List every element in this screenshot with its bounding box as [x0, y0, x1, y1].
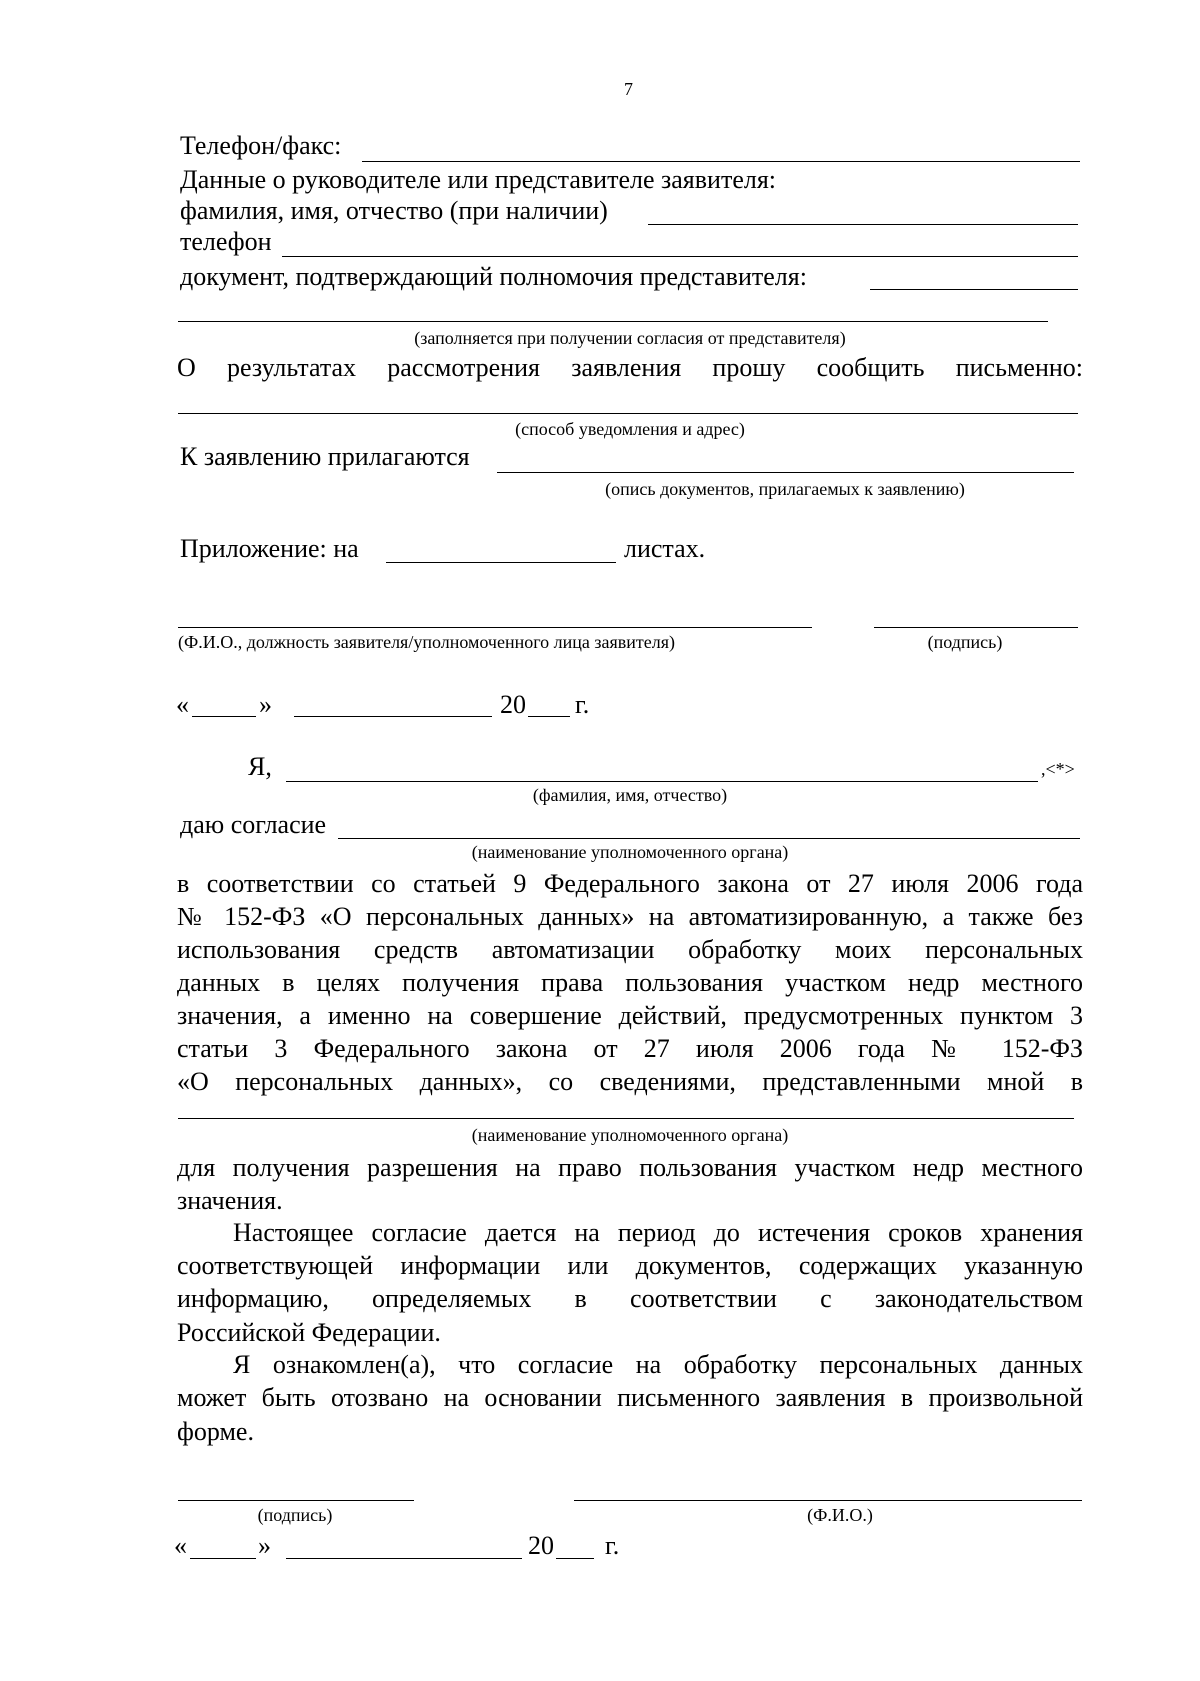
- date1-day-field[interactable]: [192, 716, 256, 717]
- consent-caption: (наименование уполномоченного органа): [471, 842, 789, 862]
- rep-doc-field[interactable]: [870, 289, 1078, 290]
- head-fio-label: фамилия, имя, отчество (при наличии): [180, 196, 608, 225]
- head-phone-field[interactable]: [282, 256, 1078, 257]
- phone-fax-field[interactable]: [362, 161, 1080, 162]
- period-line-1: Настоящее согласие дается на период до истечения сроков хранения: [233, 1218, 1083, 1247]
- sign2-fio-field[interactable]: [574, 1500, 1082, 1501]
- notify-caption: (способ уведомления и адрес): [515, 419, 745, 439]
- revoke-line-3: форме.: [177, 1417, 254, 1446]
- consent-label: даю согласие: [180, 810, 327, 839]
- head-data-label: Данные о руководителе или представителе заявителя:: [180, 165, 777, 194]
- date1-year-field[interactable]: [528, 716, 570, 717]
- attached-caption: (опись документов, прилагаемых к заявлению): [605, 479, 965, 499]
- date2-day-field[interactable]: [190, 1558, 256, 1559]
- consent-line-7: «О персональных данных», со сведениями, представленными мной в: [177, 1067, 1083, 1096]
- phone-fax-label: Телефон/факс:: [180, 131, 342, 160]
- sign1-sign-field[interactable]: [874, 627, 1078, 628]
- date1-month-field[interactable]: [294, 716, 492, 717]
- consent-line-3: использования средств автоматизации обработку моих персональных: [177, 935, 1083, 964]
- consent-line-4: данных в целях получения права пользования участком недр местного: [177, 968, 1083, 997]
- revoke-line-1: Я ознакомлен(а), что согласие на обработку персональных данных: [233, 1350, 1083, 1379]
- head-fio-field[interactable]: [648, 224, 1078, 225]
- organ-field-2[interactable]: [178, 1118, 1074, 1119]
- attached-label: К заявлению прилагаются: [180, 442, 470, 471]
- head-phone-label: телефон: [180, 227, 272, 256]
- rep-doc-field-line2[interactable]: [178, 321, 1048, 322]
- period-line-4: Российской Федерации.: [177, 1318, 441, 1347]
- appendix-suffix: листах.: [624, 534, 706, 563]
- ya-label: Я,: [248, 752, 272, 781]
- ya-mark: ,<*>: [1041, 759, 1075, 779]
- date2-g: г.: [605, 1531, 620, 1560]
- rep-doc-caption: (заполняется при получении согласия от представителя): [414, 328, 846, 348]
- sign2-sign-field[interactable]: [178, 1500, 414, 1501]
- sign1-fio-field[interactable]: [178, 627, 812, 628]
- ya-caption: (фамилия, имя, отчество): [532, 785, 728, 805]
- date1-close-quote: »: [259, 690, 272, 719]
- notify-field[interactable]: [178, 413, 1078, 414]
- sign1-sign-caption: (подпись): [927, 632, 1003, 652]
- ya-fio-field[interactable]: [286, 781, 1038, 782]
- sign2-sign-caption: (подпись): [257, 1505, 333, 1525]
- revoke-line-2: может быть отозвано на основании письменного заявления в произвольной: [177, 1383, 1083, 1412]
- sign1-fio-caption: (Ф.И.О., должность заявителя/уполномоченного лица заявителя): [178, 632, 676, 652]
- purpose-line-1: для получения разрешения на право пользования участком недр местного: [177, 1153, 1083, 1182]
- date1-open-quote: «: [176, 690, 189, 719]
- consent-organ-field[interactable]: [338, 838, 1080, 839]
- date2-year-field[interactable]: [556, 1558, 594, 1559]
- consent-line-5: значения, а именно на совершение действий, предусмотренных пунктом 3: [177, 1001, 1083, 1030]
- date2-month-field[interactable]: [286, 1558, 522, 1559]
- page-number: 7: [624, 79, 633, 99]
- date1-g: г.: [575, 690, 590, 719]
- purpose-line-2: значения.: [177, 1186, 283, 1215]
- rep-doc-label: документ, подтверждающий полномочия представителя:: [180, 262, 807, 291]
- attached-field[interactable]: [497, 472, 1074, 473]
- period-line-2: соответствующей информации или документов, содержащих указанную: [177, 1251, 1083, 1280]
- sign2-fio-caption: (Ф.И.О.): [807, 1505, 873, 1525]
- consent-line-6: статьи 3 Федерального закона от 27 июля 2006 года № 152-ФЗ: [177, 1034, 1083, 1063]
- consent-line-2: № 152-ФЗ «О персональных данных» на автоматизированную, а также без: [177, 902, 1083, 931]
- period-line-3: информацию, определяемых в соответствии с законодательством: [177, 1284, 1083, 1313]
- date2-year-prefix: 20: [528, 1531, 554, 1560]
- appendix-sheets-field[interactable]: [386, 562, 616, 563]
- organ-caption-2: (наименование уполномоченного органа): [471, 1125, 789, 1145]
- consent-line-1: в соответствии со статьей 9 Федерального закона от 27 июля 2006 года: [177, 869, 1083, 898]
- date2-open-quote: «: [174, 1531, 187, 1560]
- results-line: О результатах рассмотрения заявления прошу сообщить письменно:: [177, 353, 1083, 382]
- date1-year-prefix: 20: [500, 690, 526, 719]
- appendix-prefix: Приложение: на: [180, 534, 359, 563]
- date2-close-quote: »: [258, 1531, 271, 1560]
